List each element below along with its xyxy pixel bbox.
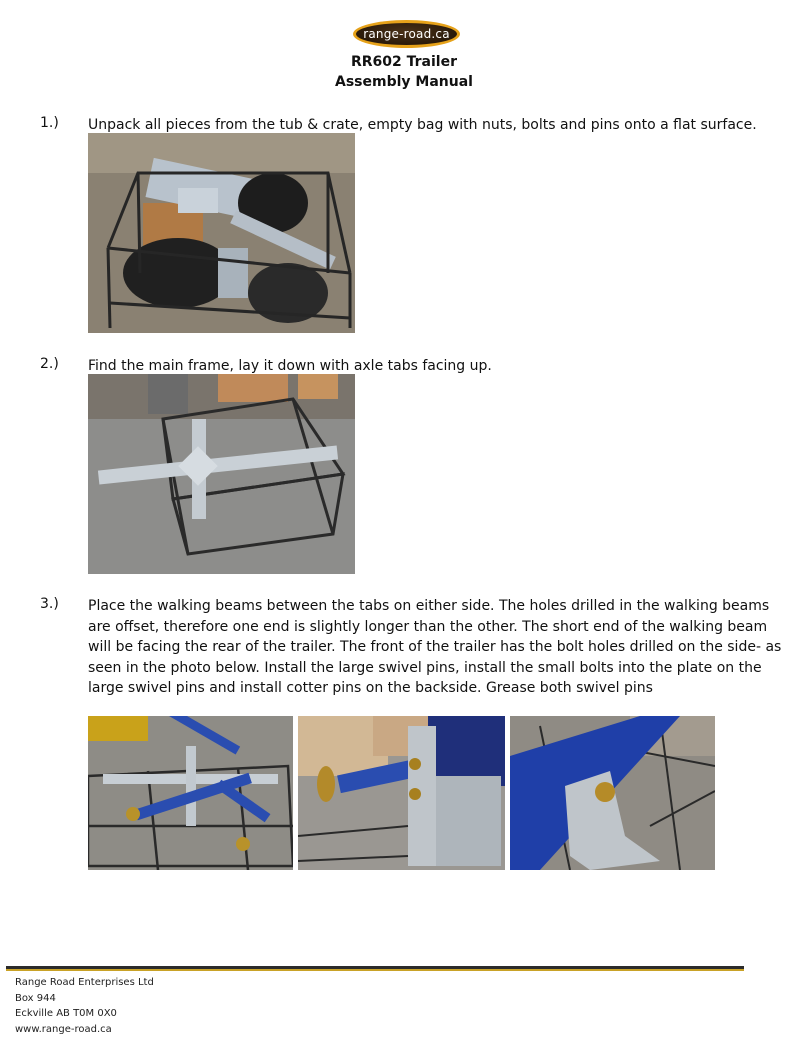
footer-company: Range Road Enterprises Ltd [15, 977, 154, 988]
footer-website[interactable]: www.range-road.ca [15, 1023, 112, 1035]
footer-city: Eckville AB T0M 0X0 [15, 1008, 117, 1019]
document-title: RR602 Trailer [350, 54, 458, 70]
main-frame-photo [88, 374, 355, 574]
range-road-logo [353, 20, 460, 48]
step-3-number: 3.) [40, 596, 59, 612]
axle-tab-photo [510, 716, 715, 870]
step-3-text: Place the walking beams between the tabs on either side. The holes drilled in the walking beams are offset, therefore one end is slightly longer than the other. The short end of the walking beam will be facing the rear of the trailer. The front of the trailer has the bolt holes drilled on the side- as seen in the photo below. Install the large swivel pins, install the small bolts into the plate on the large swivel pins and install cotter pins on the backside. Grease both swivel pins [88, 598, 782, 696]
step-1-number: 1.) [40, 115, 59, 131]
footer-box: Box 944 [15, 992, 56, 1004]
walking-beams-photo [88, 716, 293, 870]
footer-divider-accent [6, 969, 744, 971]
footer-address [15, 975, 154, 1037]
crate-photo [88, 133, 355, 333]
step-2-number: 2.) [40, 356, 59, 372]
logo-text: range-road.ca [363, 27, 450, 41]
document-subtitle: Assembly Manual [335, 74, 473, 90]
step-1-text: Unpack all pieces from the tub & crate, empty bag with nuts, bolts and pins onto a flat surface. [88, 117, 757, 133]
step-2-text: Find the main frame, lay it down with axle tabs facing up. [88, 358, 492, 374]
swivel-pin-photo [298, 716, 505, 870]
